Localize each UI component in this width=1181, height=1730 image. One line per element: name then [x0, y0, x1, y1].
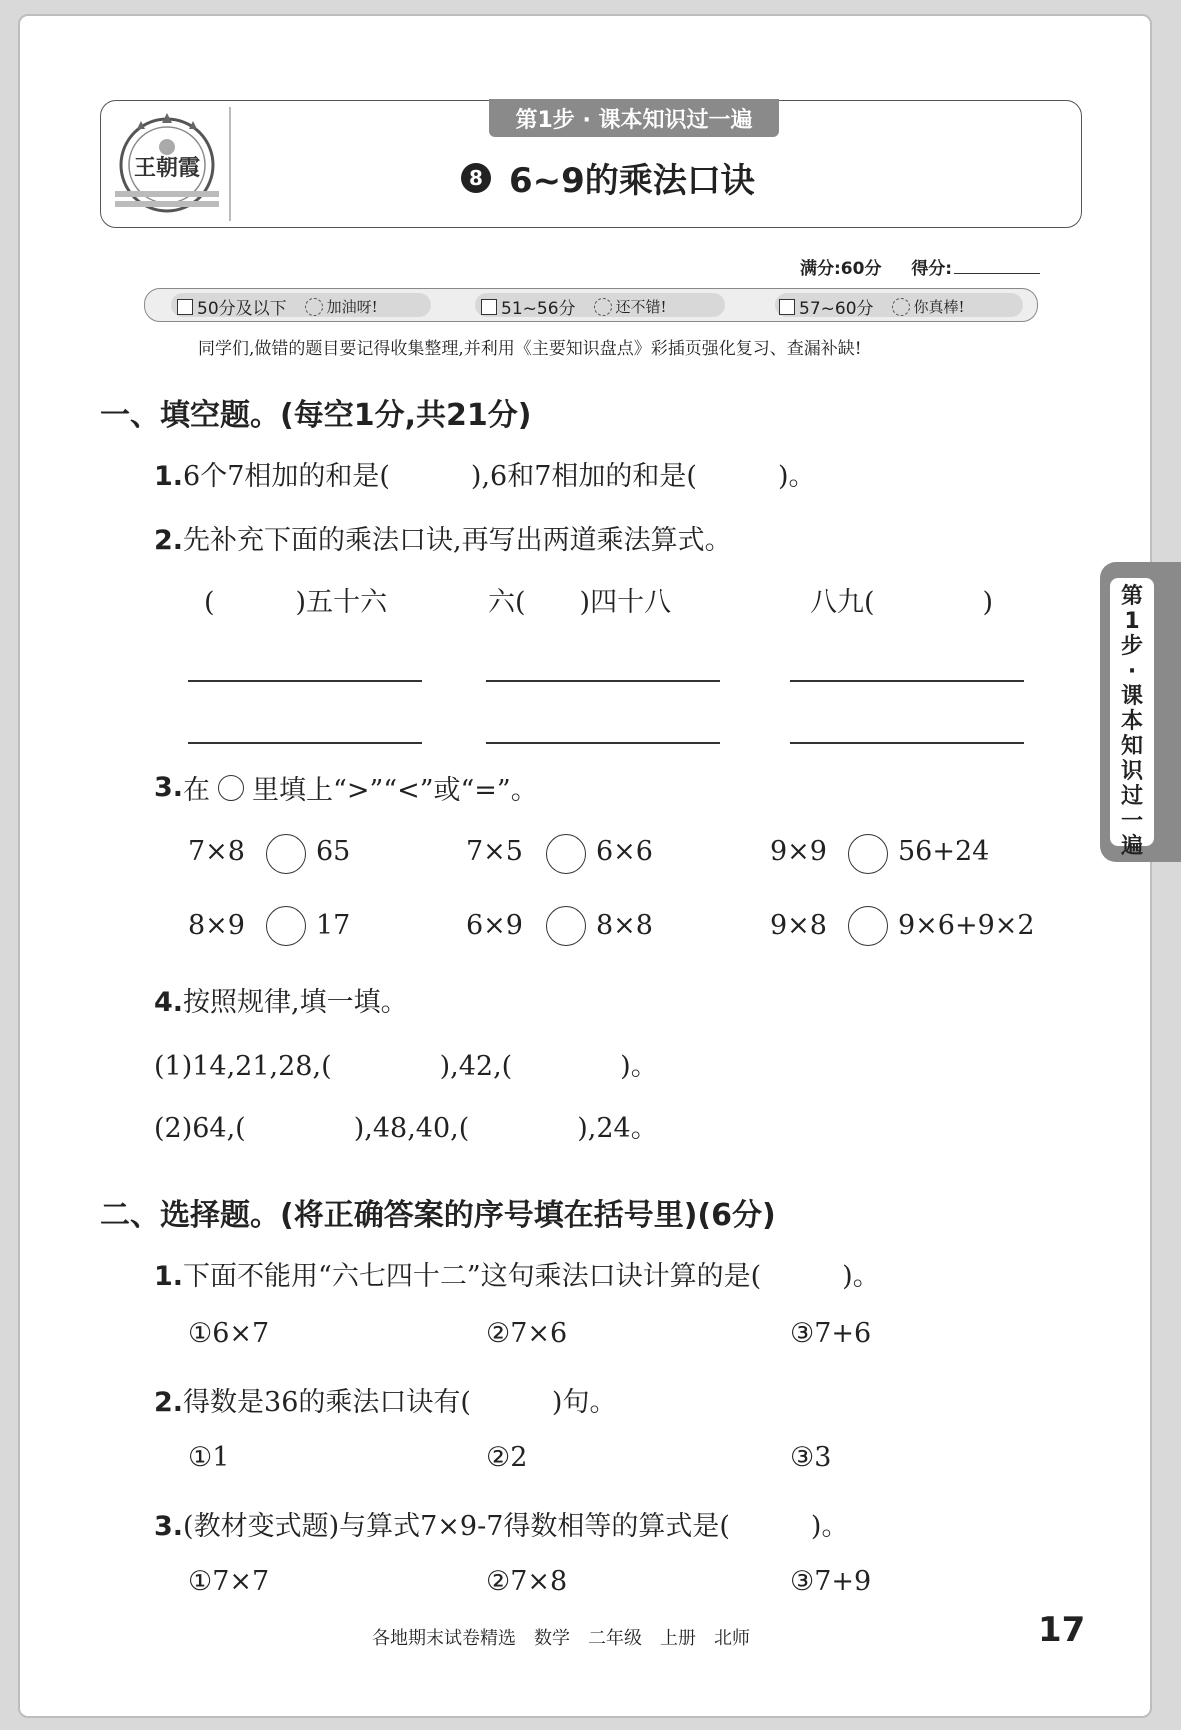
- compare-left: 9×9: [770, 836, 827, 867]
- smiley-icon: [892, 298, 910, 316]
- question-1-3: 3. 在 里填上“>”“<”或“=”。: [154, 772, 538, 806]
- section-1-title: 一、填空题。(每空1分,共21分): [100, 398, 532, 433]
- option-2: ②7×8: [486, 1566, 568, 1597]
- compare-right: 9×6+9×2: [898, 910, 1035, 941]
- rhyme-blank-1: ( )五十六: [204, 587, 388, 618]
- rating-item-1: 50分及以下 加油呀!: [177, 294, 378, 319]
- lesson-title-text: 6~9的乘法口诀: [509, 161, 755, 201]
- compare-left: 7×8: [188, 836, 245, 867]
- option-3: ③3: [790, 1442, 832, 1473]
- score-line: [800, 254, 1040, 279]
- compare-left: 7×5: [466, 836, 523, 867]
- rating-bar: [144, 288, 1038, 322]
- question-2-2: 2.得数是36的乘法口诀有( )句。: [154, 1387, 617, 1418]
- score-label: 得分:: [911, 259, 953, 279]
- option-1: ①7×7: [188, 1566, 270, 1597]
- smiley-icon: [594, 298, 612, 316]
- circle-icon: [218, 775, 244, 801]
- notice-text: 同学们,做错的题目要记得收集整理,并利用《主要知识盘点》彩插页强化复习、查漏补缺!: [198, 339, 862, 359]
- compare-left: 6×9: [466, 910, 523, 941]
- compare-circle[interactable]: [546, 834, 586, 874]
- question-1-4: 4.按照规律,填一填。: [154, 987, 408, 1018]
- lesson-number-badge: 8: [461, 163, 491, 193]
- option-3: ③7+9: [790, 1566, 872, 1597]
- brand-logo: [111, 107, 223, 219]
- compare-circle[interactable]: [266, 834, 306, 874]
- compare-right: 6×6: [596, 836, 653, 867]
- lesson-title: [461, 153, 755, 202]
- compare-right: 56+24: [898, 836, 990, 867]
- rating-item-2: 51~56分 还不错!: [481, 294, 667, 319]
- compare-circle[interactable]: [848, 834, 888, 874]
- section-2-title: 二、选择题。(将正确答案的序号填在括号里)(6分): [100, 1198, 776, 1233]
- option-3: ③7+6: [790, 1318, 872, 1349]
- compare-left: 9×8: [770, 910, 827, 941]
- lesson-header: [100, 100, 1082, 228]
- side-tab: [1100, 562, 1181, 862]
- compare-right: 65: [316, 836, 351, 867]
- footer: 各地期末试卷精选 数学 二年级 上册 北师: [372, 1628, 750, 1649]
- compare-circle[interactable]: [266, 906, 306, 946]
- rating-item-3: 57~60分 你真棒!: [779, 294, 965, 319]
- svg-text:王朝霞: 王朝霞: [133, 155, 201, 181]
- answer-line[interactable]: [188, 742, 422, 744]
- answer-line[interactable]: [188, 680, 422, 682]
- answer-line[interactable]: [790, 742, 1024, 744]
- full-score-label: 满分:60分: [800, 259, 882, 279]
- compare-left: 8×9: [188, 910, 245, 941]
- rhyme-blank-3: 八九( ): [810, 587, 994, 618]
- compare-right: 8×8: [596, 910, 653, 941]
- step-banner: 第1步 · 课本知识过一遍: [489, 99, 779, 137]
- question-1-2: 2.先补充下面的乘法口诀,再写出两道乘法算式。: [154, 525, 732, 556]
- compare-circle[interactable]: [546, 906, 586, 946]
- pattern-1: (1)14,21,28,( ),42,( )。: [154, 1051, 658, 1082]
- option-1: ①1: [188, 1442, 230, 1473]
- smiley-icon: [305, 298, 323, 316]
- option-2: ②7×6: [486, 1318, 568, 1349]
- compare-circle[interactable]: [848, 906, 888, 946]
- checkbox-icon[interactable]: [177, 299, 193, 315]
- header-divider: [229, 107, 231, 221]
- rhyme-blank-2: 六( )四十八: [488, 587, 672, 618]
- question-2-1: 1.下面不能用“六七四十二”这句乘法口诀计算的是( )。: [154, 1261, 880, 1292]
- answer-line[interactable]: [486, 742, 720, 744]
- answer-line[interactable]: [790, 680, 1024, 682]
- page-number: 17: [1038, 1610, 1086, 1650]
- option-2: ②2: [486, 1442, 528, 1473]
- score-blank[interactable]: [954, 273, 1040, 274]
- checkbox-icon[interactable]: [481, 299, 497, 315]
- pattern-2: (2)64,( ),48,40,( ),24。: [154, 1113, 658, 1144]
- option-1: ①6×7: [188, 1318, 270, 1349]
- question-1-1: 1.6个7相加的和是( ),6和7相加的和是( )。: [154, 461, 816, 492]
- side-tab-label: 第 1 步 · 课 本 知 识 过 一 遍: [1110, 578, 1154, 846]
- question-2-3: 3.(教材变式题)与算式7×9-7得数相等的算式是( )。: [154, 1511, 849, 1542]
- compare-right: 17: [316, 910, 351, 941]
- checkbox-icon[interactable]: [779, 299, 795, 315]
- answer-line[interactable]: [486, 680, 720, 682]
